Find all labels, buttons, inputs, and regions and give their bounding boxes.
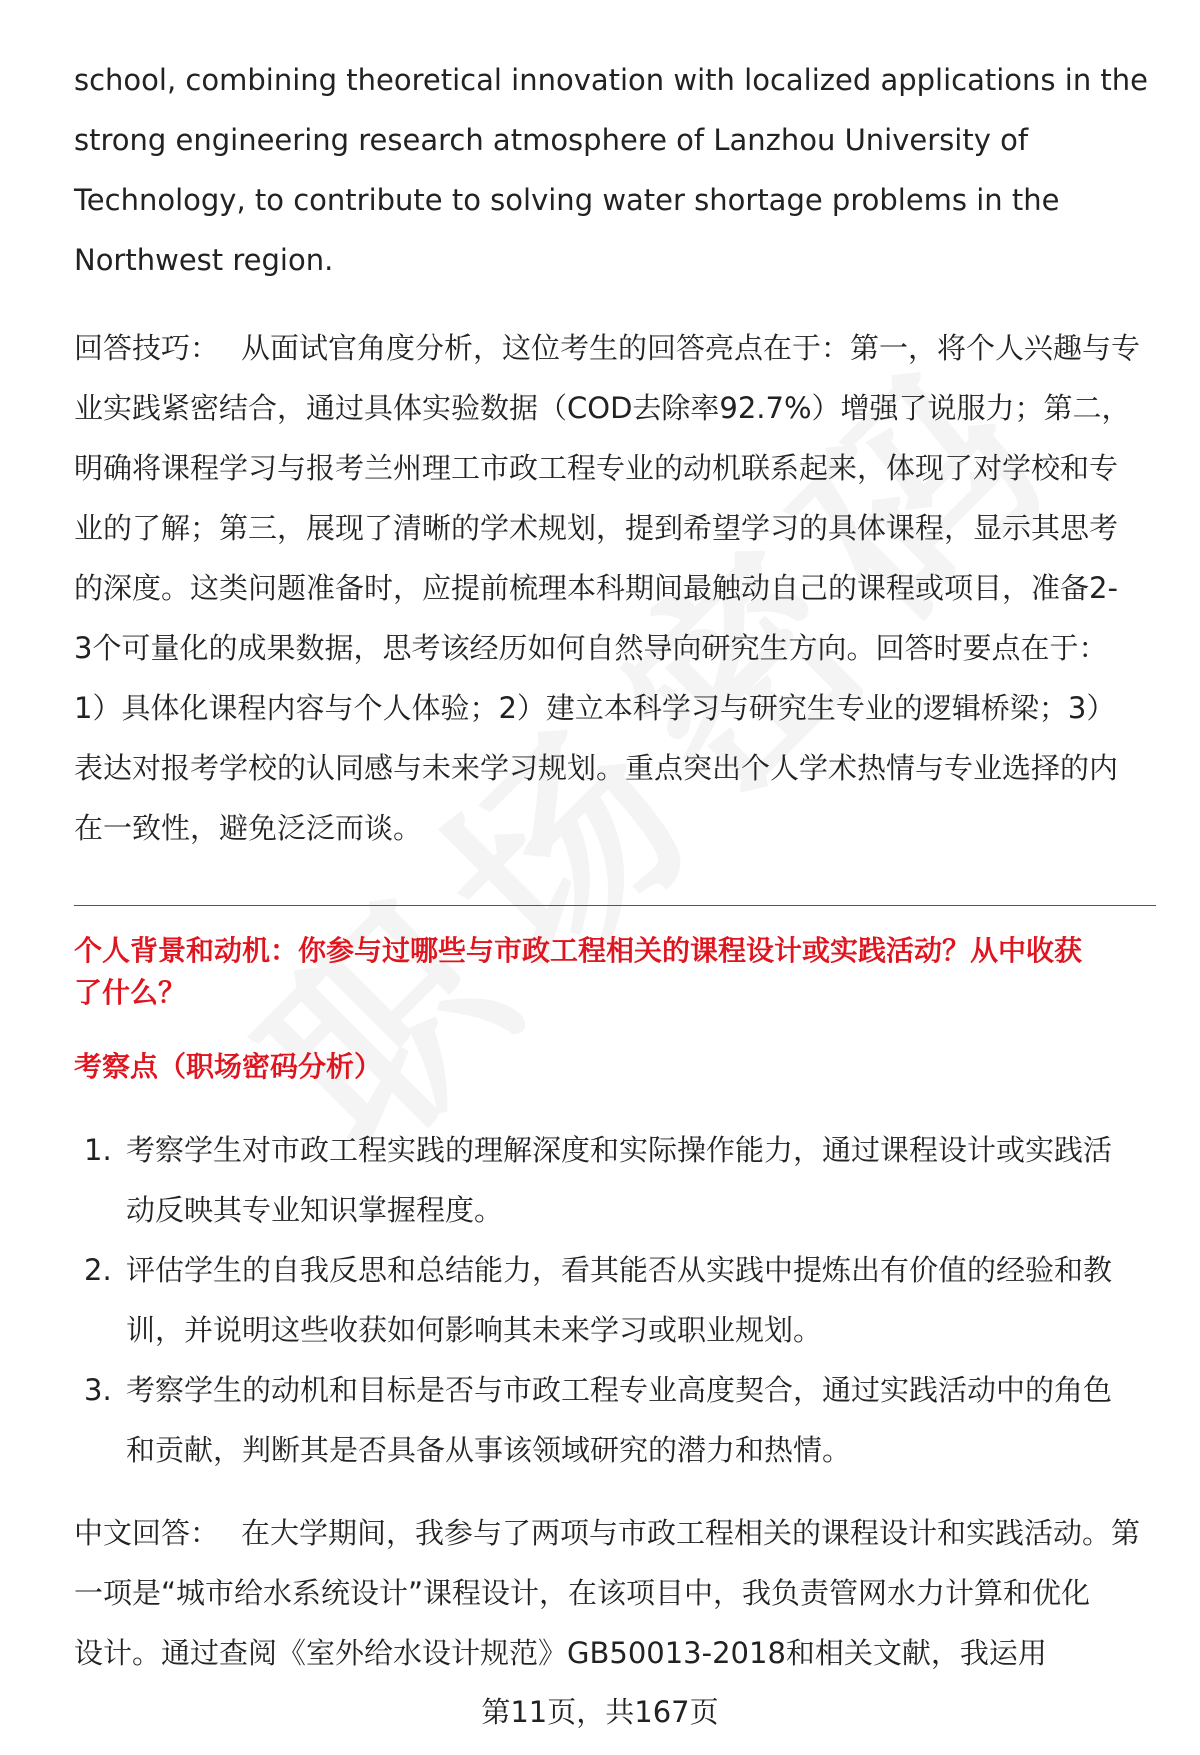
answer-label: 中文回答： <box>74 1516 220 1550</box>
list-item: 3. 考察学生的动机和目标是否与市政工程专业高度契合，通过实践活动中的角色 和贡献，判断其是否具备从事该领域研究的潜力和热情。 <box>74 1360 1159 1480</box>
list-item: 2. 评估学生的自我反思和总结能力，看其能否从实践中提炼出有价值的经验和教 训，并说明这些收获如何影响其未来学习或职业规划。 <box>74 1240 1159 1360</box>
tips-line: 3个可量化的成果数据，思考该经历如何自然导向研究生方向。回答时要点在于： <box>74 631 1108 665</box>
tips-line: 业实践紧密结合，通过具体实验数据（COD去除率92.7%）增强了说服力；第二， <box>74 391 1131 425</box>
tips-line: 业的了解；第三，展现了清晰的学术规划，提到希望学习的具体课程，显示其思考 <box>74 511 1119 545</box>
tips-line: 的深度。这类问题准备时，应提前梳理本科期间最触动自己的课程或项目，准备2- <box>74 571 1118 605</box>
list-number: 2. <box>84 1253 112 1287</box>
section-divider <box>74 905 1156 906</box>
intro-line: Northwest region. <box>74 243 334 277</box>
answer-tips <box>74 318 1154 858</box>
intro-line: school, combining theoretical innovation with localized applications in the <box>74 63 1149 97</box>
tips-line: 1）具体化课程内容与个人体验；2）建立本科学习与研究生专业的逻辑桥梁；3） <box>74 691 1116 725</box>
question-title: 个人背景和动机：你参与过哪些与市政工程相关的课程设计或实践活动？从中收获 了什么？ <box>74 934 1083 1009</box>
list-number: 3. <box>84 1373 112 1407</box>
tips-line: 在一致性，避免泛泛而谈。 <box>74 811 423 845</box>
tips-label: 回答技巧： <box>74 331 220 365</box>
tips-line: 明确将课程学习与报考兰州理工市政工程专业的动机联系起来，体现了对学校和专 <box>74 451 1119 485</box>
chinese-answer <box>74 1503 1164 1683</box>
answer-line: 一项是“城市给水系统设计”课程设计，在该项目中，我负责管网水力计算和优化 <box>74 1576 1091 1610</box>
intro-line: strong engineering research atmosphere of Lanzhou University of <box>74 123 1029 157</box>
assessment-heading: 考察点（职场密码分析） <box>74 1050 383 1083</box>
list-item: 1. 考察学生对市政工程实践的理解深度和实际操作能力，通过课程设计或实践活 动反映其专业知识掌握程度。 <box>74 1120 1159 1240</box>
page-number: 第11页，共167页 <box>481 1695 719 1729</box>
tips-line: 从面试官角度分析，这位考生的回答亮点在于：第一，将个人兴趣与专 <box>241 331 1141 365</box>
page-body <box>74 50 1154 858</box>
answer-line: 在大学期间，我参与了两项与市政工程相关的课程设计和实践活动。第 <box>241 1516 1141 1550</box>
intro-line: Technology, to contribute to solving water shortage problems in the <box>74 183 1060 217</box>
list-number: 1. <box>84 1133 112 1167</box>
tips-line: 表达对报考学校的认同感与未来学习规划。重点突出个人学术热情与专业选择的内 <box>74 751 1119 785</box>
assessment-points <box>74 1120 1159 1480</box>
answer-line: 设计。通过查阅《室外给水设计规范》GB50013-2018和相关文献，我运用 <box>74 1636 1047 1670</box>
